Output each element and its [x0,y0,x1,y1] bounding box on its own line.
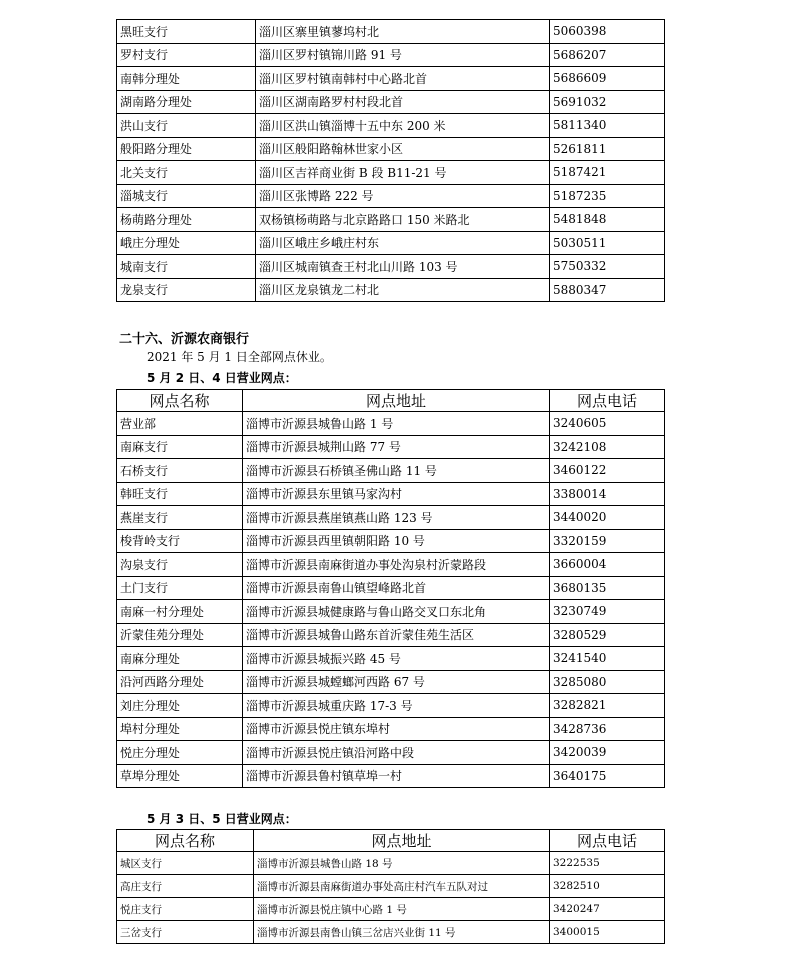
cell-branch-phone: 3320159 [550,529,665,553]
cell-branch-address: 淄博市沂源县南麻街道办事处高庄村汽车五队对过 [254,875,550,898]
subtitle-may-3-5: 5 月 3 日、5 日营业网点： [147,812,297,826]
table-row [117,764,665,788]
table-row [117,506,665,530]
cell-branch-name: 燕崖支行 [117,506,243,530]
table-row [117,20,665,44]
cell-branch-name: 杨萌路分理处 [117,208,256,232]
cell-branch-name: 高庄支行 [117,875,254,898]
cell-branch-phone: 3428736 [550,717,665,741]
cell-branch-address: 淄博市沂源县悦庄镇沿河路中段 [243,741,550,765]
cell-branch-address: 淄博市沂源县南麻街道办事处沟泉村沂蒙路段 [243,553,550,577]
cell-branch-address: 淄博市沂源县城鲁山路 1 号 [243,412,550,436]
cell-branch-address: 淄川区寨里镇蓼坞村北 [256,20,550,44]
table-row [117,600,665,624]
cell-branch-name: 三岔支行 [117,921,254,944]
cell-branch-phone: 3222535 [550,852,665,875]
table-row [117,670,665,694]
cell-branch-name: 龙泉支行 [117,278,256,302]
cell-branch-name: 沂蒙佳苑分理处 [117,623,243,647]
cell-branch-address: 淄川区吉祥商业街 B 段 B11-21 号 [256,161,550,185]
table-row [117,137,665,161]
table-row [117,647,665,671]
table-row [117,255,665,279]
cell-branch-phone: 3460122 [550,459,665,483]
cell-branch-name: 湖南路分理处 [117,90,256,114]
cell-branch-phone: 5750332 [550,255,665,279]
table-body [117,852,665,944]
table-row [117,208,665,232]
header-branch-phone: 网点电话 [550,830,665,852]
cell-branch-phone: 3640175 [550,764,665,788]
table-yiyuan-branches-may-3-5 [116,829,665,944]
table-row [117,435,665,459]
cell-branch-name: 沟泉支行 [117,553,243,577]
cell-branch-address: 双杨镇杨萌路与北京路路口 150 米路北 [256,208,550,232]
cell-branch-address: 淄川区罗村镇南韩村中心路北首 [256,67,550,91]
cell-branch-phone: 3282510 [550,875,665,898]
cell-branch-phone: 5811340 [550,114,665,138]
cell-branch-name: 梭背岭支行 [117,529,243,553]
table-row [117,529,665,553]
cell-branch-address: 淄川区洪山镇淄博十五中东 200 米 [256,114,550,138]
cell-branch-name: 南麻一村分理处 [117,600,243,624]
table-row [117,161,665,185]
cell-branch-address: 淄博市沂源县石桥镇圣佛山路 11 号 [243,459,550,483]
cell-branch-phone: 3660004 [550,553,665,577]
cell-branch-phone: 3420247 [550,898,665,921]
table-row [117,576,665,600]
table-row [117,114,665,138]
cell-branch-address: 淄博市沂源县城螳螂河西路 67 号 [243,670,550,694]
cell-branch-phone: 5481848 [550,208,665,232]
cell-branch-address: 淄川区湖南路罗村村段北首 [256,90,550,114]
cell-branch-phone: 5261811 [550,137,665,161]
table-row [117,741,665,765]
cell-branch-name: 北关支行 [117,161,256,185]
cell-branch-phone: 3241540 [550,647,665,671]
table-body [117,412,665,788]
cell-branch-name: 南韩分理处 [117,67,256,91]
cell-branch-phone: 3280529 [550,623,665,647]
cell-branch-phone: 3680135 [550,576,665,600]
cell-branch-name: 悦庄支行 [117,898,254,921]
cell-branch-phone: 5686609 [550,67,665,91]
cell-branch-phone: 3230749 [550,600,665,624]
table-row [117,459,665,483]
cell-branch-name: 营业部 [117,412,243,436]
cell-branch-name: 土门支行 [117,576,243,600]
cell-branch-address: 淄川区张博路 222 号 [256,184,550,208]
cell-branch-name: 埠村分理处 [117,717,243,741]
cell-branch-name: 城南支行 [117,255,256,279]
table-row [117,412,665,436]
table-row [117,482,665,506]
cell-branch-address: 淄博市沂源县燕崖镇燕山路 123 号 [243,506,550,530]
table-body [117,20,665,302]
table-row [117,921,665,944]
cell-branch-phone: 3242108 [550,435,665,459]
table-row [117,694,665,718]
closure-notice: 2021 年 5 月 1 日全部网点休业。 [147,350,332,364]
cell-branch-phone: 5686207 [550,43,665,67]
cell-branch-name: 南麻分理处 [117,647,243,671]
cell-branch-address: 淄博市沂源县南鲁山镇三岔店兴业街 11 号 [254,921,550,944]
table-row [117,553,665,577]
header-branch-name: 网点名称 [117,390,243,412]
table-row [117,184,665,208]
table-row [117,231,665,255]
cell-branch-address: 淄博市沂源县城荆山路 77 号 [243,435,550,459]
section-heading: 二十六、沂源农商银行 [119,332,250,347]
header-branch-address: 网点地址 [254,830,550,852]
table-header-row [117,830,665,852]
table-row [117,717,665,741]
table-row [117,278,665,302]
cell-branch-phone: 5060398 [550,20,665,44]
cell-branch-name: 城区支行 [117,852,254,875]
subtitle-may-2-4: 5 月 2 日、4 日营业网点： [147,371,297,385]
cell-branch-phone: 5187235 [550,184,665,208]
table-row [117,898,665,921]
header-branch-phone: 网点电话 [550,390,665,412]
cell-branch-phone: 3380014 [550,482,665,506]
table-row [117,90,665,114]
table-row [117,852,665,875]
cell-branch-name: 刘庄分理处 [117,694,243,718]
cell-branch-name: 黑旺支行 [117,20,256,44]
cell-branch-address: 淄博市沂源县城振兴路 45 号 [243,647,550,671]
cell-branch-name: 罗村支行 [117,43,256,67]
table-header-row [117,390,665,412]
table-row [117,43,665,67]
cell-branch-address: 淄博市沂源县悦庄镇中心路 1 号 [254,898,550,921]
cell-branch-phone: 5030511 [550,231,665,255]
cell-branch-phone: 3285080 [550,670,665,694]
table-row [117,67,665,91]
table-row [117,623,665,647]
cell-branch-address: 淄川区城南镇查王村北山川路 103 号 [256,255,550,279]
cell-branch-phone: 5187421 [550,161,665,185]
cell-branch-phone: 5691032 [550,90,665,114]
cell-branch-address: 淄博市沂源县城鲁山路东首沂蒙佳苑生活区 [243,623,550,647]
cell-branch-address: 淄博市沂源县东里镇马家沟村 [243,482,550,506]
cell-branch-address: 淄博市沂源县城重庆路 17-3 号 [243,694,550,718]
cell-branch-phone: 5880347 [550,278,665,302]
cell-branch-name: 草埠分理处 [117,764,243,788]
cell-branch-phone: 3420039 [550,741,665,765]
cell-branch-name: 石桥支行 [117,459,243,483]
table-row [117,875,665,898]
cell-branch-address: 淄川区龙泉镇龙二村北 [256,278,550,302]
cell-branch-address: 淄博市沂源县南鲁山镇望峰路北首 [243,576,550,600]
cell-branch-address: 淄博市沂源县鲁村镇草埠一村 [243,764,550,788]
cell-branch-address: 淄博市沂源县悦庄镇东埠村 [243,717,550,741]
cell-branch-name: 南麻支行 [117,435,243,459]
header-branch-address: 网点地址 [243,390,550,412]
cell-branch-address: 淄川区般阳路翰林世家小区 [256,137,550,161]
cell-branch-name: 峨庄分理处 [117,231,256,255]
cell-branch-phone: 3282821 [550,694,665,718]
cell-branch-phone: 3400015 [550,921,665,944]
cell-branch-phone: 3440020 [550,506,665,530]
cell-branch-phone: 3240605 [550,412,665,436]
cell-branch-address: 淄川区峨庄乡峨庄村东 [256,231,550,255]
cell-branch-name: 沿河西路分理处 [117,670,243,694]
cell-branch-address: 淄博市沂源县城健康路与鲁山路交叉口东北角 [243,600,550,624]
cell-branch-address: 淄博市沂源县城鲁山路 18 号 [254,852,550,875]
cell-branch-address: 淄川区罗村镇锦川路 91 号 [256,43,550,67]
cell-branch-name: 般阳路分理处 [117,137,256,161]
header-branch-name: 网点名称 [117,830,254,852]
cell-branch-name: 淄城支行 [117,184,256,208]
cell-branch-name: 韩旺支行 [117,482,243,506]
cell-branch-name: 洪山支行 [117,114,256,138]
cell-branch-address: 淄博市沂源县西里镇朝阳路 10 号 [243,529,550,553]
table-yiyuan-branches-may-2-4 [116,389,665,788]
table-zichuan-branches [116,19,665,302]
cell-branch-name: 悦庄分理处 [117,741,243,765]
